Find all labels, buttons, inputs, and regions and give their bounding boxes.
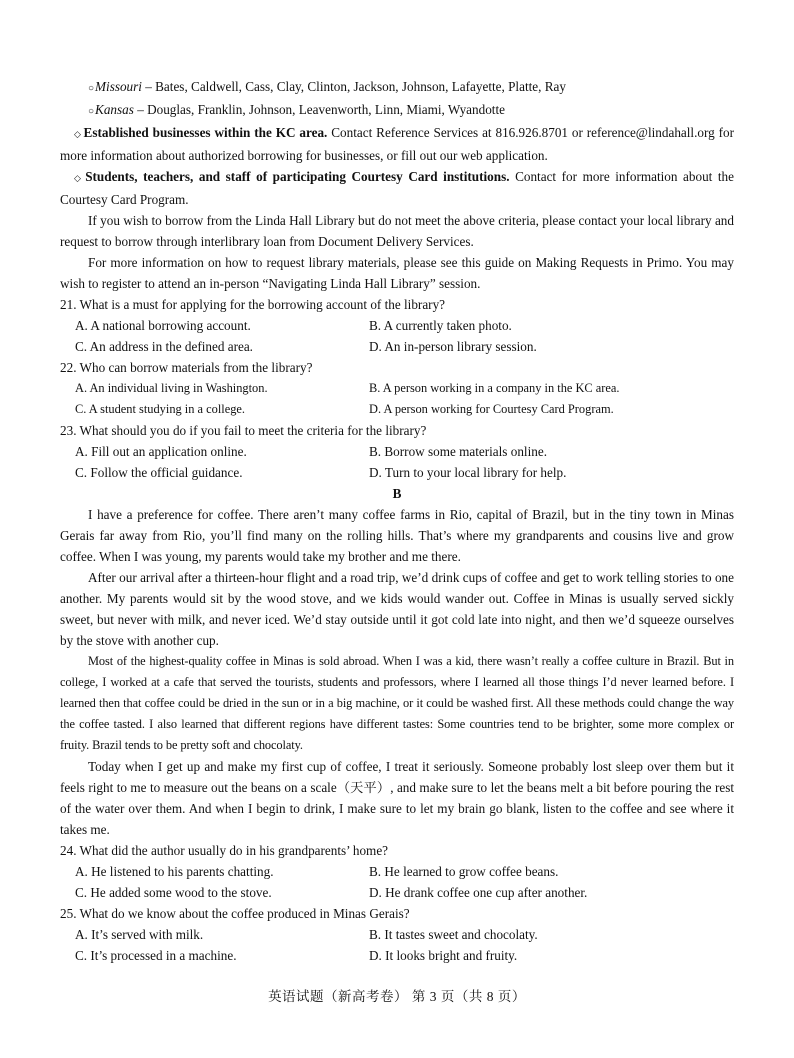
question-22 bbox=[60, 357, 734, 420]
option-d: D. It looks bright and fruity. bbox=[369, 948, 518, 963]
option-c: C. It’s processed in a machine. bbox=[75, 948, 237, 963]
option-b: B. A currently taken photo. bbox=[369, 318, 512, 333]
passage-b-paragraph-2: After our arrival after a thirteen-hour flight and a road trip, we’d drink cups of coffee and get to work telling stories to one another. My parents would sit by the wood stove, and we kids would wander out. Coffee in Minas is usually served sickly sweet, but never with milk, and never iced. We’d stay outside until it got cold late into night, and then we’d squeeze ourselves by the stove with another cup. bbox=[60, 570, 734, 648]
question-stem: 21. What is a must for applying for the borrowing account of the library? bbox=[60, 297, 446, 312]
paragraph-info: For more information on how to request library materials, please see this guide on Making Requests in Primo. You may wish to register to attend an in-person “Navigating Linda Hall Library” session. bbox=[60, 255, 734, 291]
businesses-text: Contact Reference Services at 816.926.8701 or reference@lindahall.org for more information about authorized borrowing for businesses, or fill out our web application. bbox=[60, 125, 735, 163]
diamond-bullet-icon: ◇ bbox=[74, 173, 84, 183]
option-b: B. A person working in a company in the KC area. bbox=[369, 381, 620, 395]
businesses-criterion bbox=[60, 122, 734, 166]
question-23 bbox=[60, 420, 734, 483]
option-d: D. Turn to your local library for help. bbox=[369, 465, 567, 480]
students-criterion bbox=[60, 166, 734, 210]
missouri-counties: – Bates, Caldwell, Cass, Clay, Clinton, Jackson, Johnson, Lafayette, Platte, Ray bbox=[141, 79, 566, 94]
question-21 bbox=[60, 294, 734, 357]
option-d: D. A person working for Courtesy Card Program. bbox=[369, 402, 614, 416]
diamond-bullet-icon: ◇ bbox=[74, 129, 82, 139]
option-b: B. Borrow some materials online. bbox=[369, 444, 547, 459]
option-d: D. He drank coffee one cup after another. bbox=[369, 885, 588, 900]
question-stem: 23. What should you do if you fail to meet the criteria for the library? bbox=[60, 423, 427, 438]
question-25 bbox=[60, 903, 734, 966]
page-footer: 英语试题（新高考卷） 第 3 页（共 8 页） bbox=[268, 989, 526, 1004]
students-text: Contact for more information about the Courtesy Card Program. bbox=[60, 169, 735, 207]
kansas-counties: – Douglas, Franklin, Johnson, Leavenworth, Linn, Miami, Wyandotte bbox=[133, 102, 505, 117]
option-c: C. Follow the official guidance. bbox=[75, 465, 243, 480]
passage-b-paragraph-3: Most of the highest-quality coffee in Minas is sold abroad. When I was a kid, there wasn’t really a coffee culture in Brazil. But in college, I worked at a cafe that served the tourists, students and professors, where I learned all those things I’d never learned before. I learned then that coffee could be dried in the sun or in a big machine, or it could be washed first. All these methods could change the way the coffee tasted. I also learned that different regions have different tastes: Some countries tend to be brighter, some more complex or fruity. Brazil tends to be pretty soft and chocolaty. bbox=[60, 654, 734, 752]
passage-b-paragraph-4: Today when I get up and make my first cup of coffee, I treat it seriously. Someone probably lost sleep over them but it feels right to me to measure out the beans on a scale（天平）, and make sure to let the beans melt a bit before pouring the rest of the water over them. And when I begin to drink, I make sure to let my brain go blank, listen to the coffee and see where it takes me. bbox=[60, 759, 734, 837]
exam-page bbox=[60, 76, 734, 966]
question-stem: 24. What did the author usually do in his grandparents’ home? bbox=[60, 843, 389, 858]
question-24 bbox=[60, 840, 734, 903]
option-a: A. It’s served with milk. bbox=[75, 927, 204, 942]
state-kansas: Kansas bbox=[95, 102, 134, 117]
option-b: B. It tastes sweet and chocolaty. bbox=[369, 927, 538, 942]
option-a: A. Fill out an application online. bbox=[75, 444, 247, 459]
option-c: C. A student studying in a college. bbox=[75, 402, 246, 416]
question-stem: 25. What do we know about the coffee produced in Minas Gerais? bbox=[60, 906, 410, 921]
circle-bullet-icon: ○ bbox=[88, 83, 95, 94]
section-b-heading: B bbox=[392, 486, 402, 501]
option-a: A. A national borrowing account. bbox=[75, 318, 251, 333]
missouri-line bbox=[60, 76, 734, 99]
option-c: C. He added some wood to the stove. bbox=[75, 885, 272, 900]
businesses-heading: Established businesses within the KC area. bbox=[83, 125, 328, 140]
paragraph-borrow: If you wish to borrow from the Linda Hall Library but do not meet the above criteria, please contact your local library and request to borrow through interlibrary loan from Document Delivery Services. bbox=[60, 213, 734, 249]
kansas-line bbox=[60, 99, 734, 122]
option-c: C. An address in the defined area. bbox=[75, 339, 253, 354]
students-heading: Students, teachers, and staff of participating Courtesy Card institutions. bbox=[85, 169, 510, 184]
state-missouri: Missouri bbox=[95, 79, 142, 94]
option-d: D. An in-person library session. bbox=[369, 339, 537, 354]
option-b: B. He learned to grow coffee beans. bbox=[369, 864, 559, 879]
option-a: A. He listened to his parents chatting. bbox=[75, 864, 274, 879]
question-stem: 22. Who can borrow materials from the library? bbox=[60, 360, 313, 375]
option-a: A. An individual living in Washington. bbox=[75, 381, 268, 395]
passage-b-paragraph-1: I have a preference for coffee. There aren’t many coffee farms in Rio, capital of Brazil, but in the tiny town in Minas Gerais far away from Rio, you’ll find many on the rolling hills. That’s where my grandparents and cousins live and grow coffee. When I was young, my parents would take my brother and me there. bbox=[60, 507, 734, 564]
circle-bullet-icon: ○ bbox=[88, 106, 95, 117]
